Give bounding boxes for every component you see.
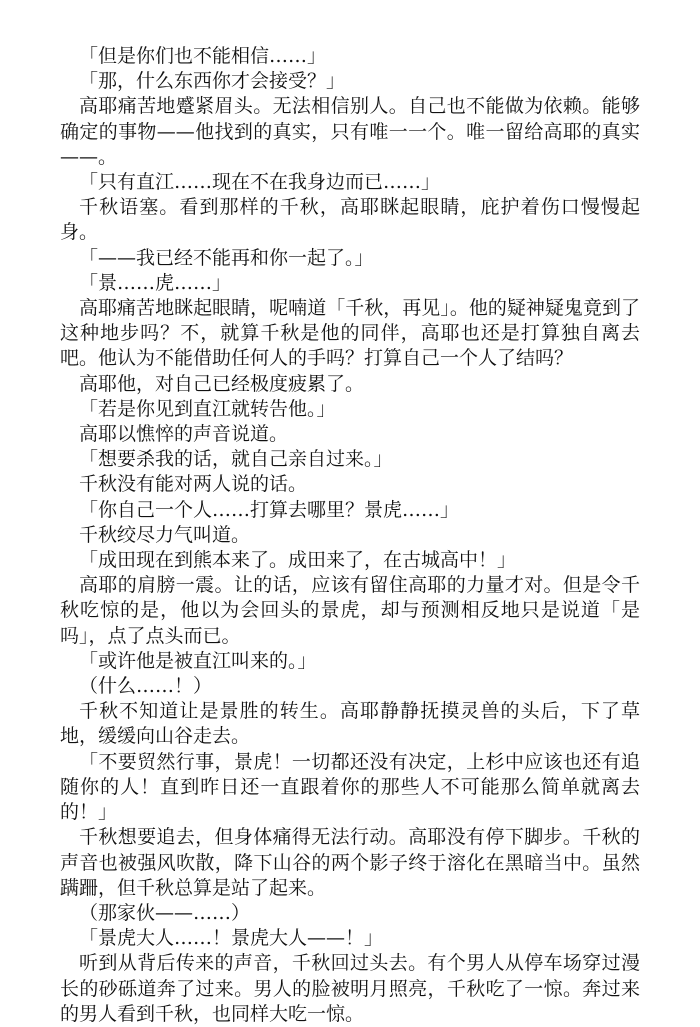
- paragraph: 「景虎大人……！景虎大人——！」: [79, 927, 384, 950]
- paragraph: 「但是你们也不能相信……」: [79, 45, 327, 67]
- paragraph: （什么……！）: [79, 675, 213, 698]
- novel-page: [60, 44, 640, 1027]
- paragraph: 千秋不知道让是景胜的转生。高耶静静抚摸灵兽的头后，下了草地，缓缓向山谷走去。: [60, 700, 640, 748]
- paragraph: 高耶的肩膀一震。让的话，应该有留住高耶的力量才对。但是令千秋吃惊的是，他以为会回头的景虎，却与预测相反地只是说道「是吗」，点了点头而已。: [60, 574, 640, 647]
- paragraph: 「只有直江……现在不在我身边而已……」: [79, 171, 441, 194]
- paragraph: 「你自己一个人……打算去哪里？景虎……」: [79, 498, 460, 521]
- paragraph: 听到从背后传来的声音，千秋回过头去。有个男人从停车场穿过漫长的砂砾道奔了过来。男人的脸被明月照亮，千秋吃了一惊。奔过来的男人看到千秋，也同样大吃一惊。: [60, 952, 640, 1025]
- paragraph: 高耶以憔悴的声音说道。: [79, 423, 289, 446]
- paragraph: 「景……虎……」: [79, 271, 232, 294]
- paragraph: 千秋想要追去，但身体痛得无法行动。高耶没有停下脚步。千秋的声音也被强风吹散，降下山谷的两个影子终于溶化在黑暗当中。虽然蹒跚，但千秋总算是站了起来。: [60, 826, 640, 899]
- paragraph: 「或许他是被直江叫来的。」: [79, 649, 317, 672]
- paragraph: 「若是你见到直江就转告他。」: [79, 397, 336, 420]
- paragraph: 千秋没有能对两人说的话。: [79, 473, 308, 496]
- paragraph: 千秋语塞。看到那样的千秋，高耶眯起眼睛，庇护着伤口慢慢起身。: [60, 196, 640, 244]
- paragraph: 「想要杀我的话，就自己亲自过来。」: [79, 448, 393, 471]
- paragraph: 「成田现在到熊本来了。成田来了，在古城高中！」: [79, 549, 517, 572]
- paragraph: 「不要贸然行事，景虎！一切都还没有决定，上杉中应该也还有追随你的人！直到昨日还一直跟着你的那些人不可能那么简单就离去的！」: [60, 750, 640, 824]
- paragraph: 千秋绞尽力气叫道。: [79, 523, 251, 546]
- paragraph: （那家伙——……）: [79, 901, 251, 924]
- paragraph: 高耶痛苦地蹙紧眉头。无法相信别人。自己也不能做为依赖。能够确定的事物——他找到的真实，只有唯一一个。唯一留给高耶的真实——。: [60, 95, 640, 168]
- paragraph: 高耶他，对自己已经极度疲累了。: [79, 372, 365, 395]
- paragraph: 「那，什么东西你才会接受？」: [79, 70, 346, 93]
- paragraph: 「——我已经不能再和你一起了。」: [79, 246, 374, 269]
- paragraph: 高耶痛苦地眯起眼睛，呢喃道「千秋，再见」。他的疑神疑鬼竟到了这种地步吗？不，就算千秋是他的同伴，高耶也还是打算独自离去吧。他认为不能借助任何人的手吗？打算自己一个人了结吗？: [60, 297, 640, 370]
